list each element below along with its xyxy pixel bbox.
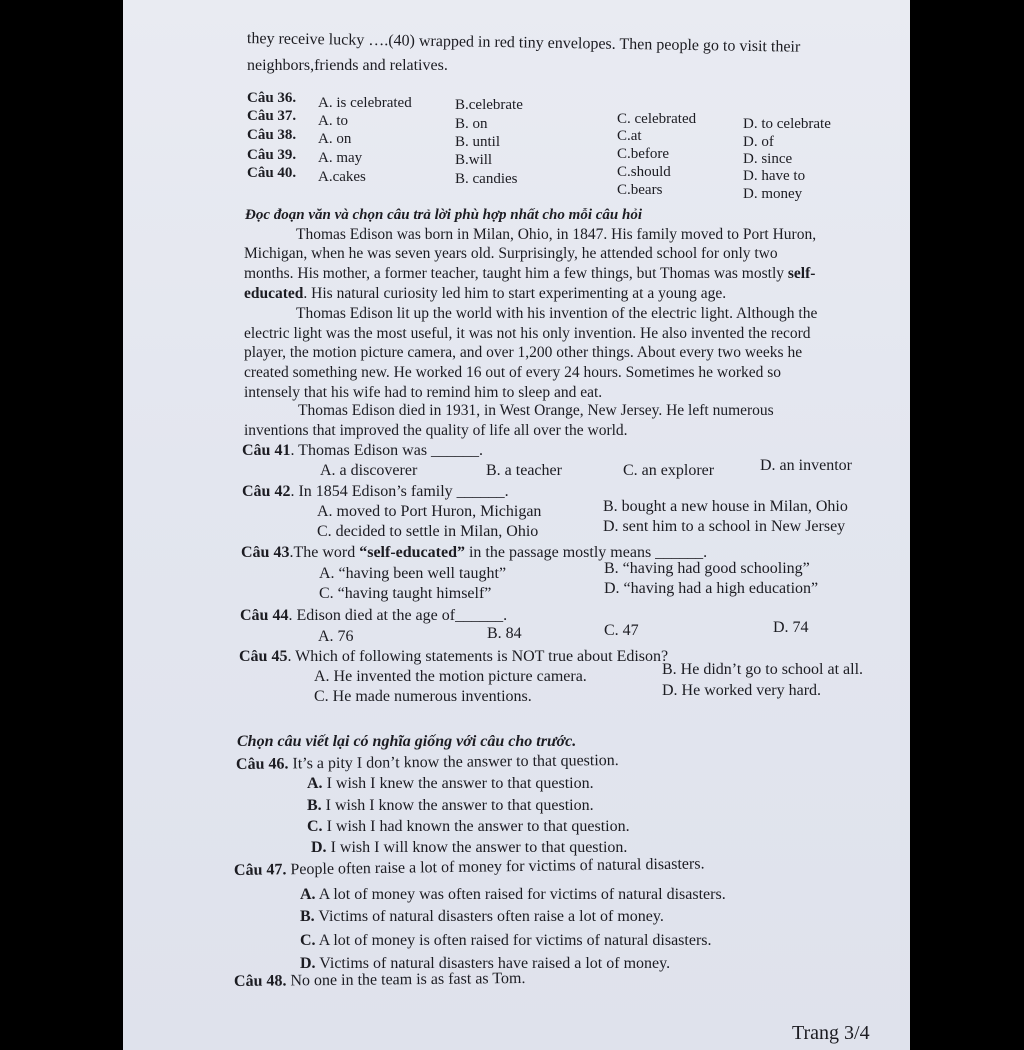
passage-line-9: intensely that his wife had to remind him to sleep and eat.	[244, 384, 603, 401]
q47-label: Câu 47.	[233, 861, 287, 879]
q45-text: . Which of following statements is NOT true about Edison?	[287, 648, 669, 665]
q43-word: “self-educated”	[359, 544, 465, 561]
cloze-q37-c: C.at	[617, 128, 642, 144]
q46-label: Câu 46.	[235, 755, 289, 773]
cloze-q40-d: D. money	[743, 186, 803, 202]
q45-label: Câu 45	[239, 648, 288, 665]
q46-option-b-text: I wish I know the answer to that question.	[325, 797, 594, 814]
passage-line-3-text: months. His mother, a former teacher, taught him a few things, but Thomas was mostly	[244, 265, 788, 282]
q46-option-a-text: I wish I knew the answer to that question.	[326, 775, 594, 792]
q45-option-a: A. He invented the motion picture camera.	[314, 668, 587, 685]
page-number: Trang 3/4	[792, 1022, 870, 1044]
passage-line-4-text: . His natural curiosity led him to start experimenting at a young age.	[303, 285, 727, 302]
q41-label: Câu 41	[242, 442, 291, 459]
q47-option-c-text: A lot of money is often raised for victims of natural disasters.	[318, 932, 712, 949]
q46-option-d	[311, 839, 627, 857]
q41-option-d: D. an inventor	[760, 457, 852, 474]
cloze-q36-d: D. to celebrate	[743, 116, 831, 132]
q46-option-b-key: B.	[307, 797, 322, 814]
q44-option-d: D. 74	[773, 619, 809, 636]
q44-option-b: B. 84	[487, 625, 522, 642]
q46-option-c-key: C.	[307, 818, 323, 835]
q47-option-c	[300, 932, 712, 950]
q42-option-a: A. moved to Port Huron, Michigan	[317, 503, 542, 520]
passage-line-10: Thomas Edison died in 1931, in West Orange, New Jersey. He left numerous	[298, 402, 774, 419]
cloze-q36-a: A. is celebrated	[318, 95, 412, 111]
passage-line-1: Thomas Edison was born in Milan, Ohio, in 1847. His family moved to Port Huron,	[296, 226, 817, 243]
q47-option-b-key: B.	[300, 908, 315, 925]
cloze-q39-a: A. may	[318, 150, 363, 166]
passage-line-6: electric light was the most useful, it was not his only invention. He also invented the record	[244, 325, 811, 342]
cloze-q39-d: D. have to	[743, 168, 806, 184]
q45-option-c: C. He made numerous inventions.	[314, 688, 532, 705]
q44-question	[240, 607, 507, 625]
passage-line-2: Michigan, when he was seven years old. Surprisingly, he attended school for only two	[244, 245, 778, 262]
q47-option-b-text: Victims of natural disasters often raise a lot of money.	[318, 908, 664, 925]
q41-option-c: C. an explorer	[623, 462, 715, 479]
passage-line-8: created something new. He worked 16 out of every 24 hours. Sometimes he worked so	[244, 364, 782, 381]
cloze-q39-num: Câu 39.	[247, 147, 297, 163]
q43-option-c: C. “having taught himself”	[319, 585, 492, 602]
cloze-q39-b: B.will	[455, 152, 493, 168]
q41-option-a: A. a discoverer	[320, 462, 418, 479]
q46-option-b	[307, 797, 594, 815]
q44-label: Câu 44	[240, 607, 289, 624]
q47-text: People often raise a lot of money for victims of natural disasters.	[290, 855, 705, 879]
intro-line-2: neighbors,friends and relatives.	[247, 57, 448, 74]
cloze-q37-d: D. of	[743, 134, 774, 150]
q43-option-b: B. “having had good schooling”	[604, 560, 810, 577]
cloze-q38-b: B. until	[455, 134, 501, 150]
q42-option-b: B. bought a new house in Milan, Ohio	[603, 498, 848, 515]
cloze-q37-num: Câu 37.	[247, 108, 297, 124]
cloze-q40-a: A.cakes	[318, 169, 366, 185]
q47-option-a	[300, 886, 726, 904]
cloze-q40-b: B. candies	[455, 171, 518, 187]
q43-option-d: D. “having had a high education”	[604, 580, 819, 597]
q41-question	[242, 442, 483, 460]
q47-question	[234, 855, 705, 880]
passage-line-5: Thomas Edison lit up the world with his invention of the electric light. Although the	[296, 305, 818, 322]
cloze-q38-num: Câu 38.	[247, 127, 297, 143]
q44-text: . Edison died at the age of______.	[288, 607, 508, 624]
q46-option-d-key: D.	[311, 839, 327, 856]
cloze-q38-a: A. on	[318, 131, 352, 147]
q46-option-c-text: I wish I had known the answer to that question.	[326, 818, 630, 835]
q47-option-c-key: C.	[300, 932, 316, 949]
passage-line-4	[244, 284, 726, 303]
q46-option-a-key: A.	[307, 775, 323, 792]
q43-label: Câu 43	[241, 544, 290, 561]
q46-option-a	[307, 775, 594, 793]
q45-option-d: D. He worked very hard.	[662, 682, 822, 699]
intro-line-1: they receive lucky ….(40) wrapped in red tiny envelopes. Then people go to visit their	[246, 30, 801, 56]
cloze-q38-c: C.before	[617, 146, 670, 162]
q47-option-a-text: A lot of money was often raised for victims of natural disasters.	[318, 886, 726, 903]
passage-line-3	[244, 264, 815, 283]
q45-question	[239, 648, 668, 666]
q46-text: It’s a pity I don’t know the answer to that question.	[292, 751, 619, 773]
cloze-q37-b: B. on	[455, 116, 488, 132]
cloze-q40-num: Câu 40.	[247, 165, 297, 181]
cloze-q36-num: Câu 36.	[247, 90, 297, 106]
cloze-q37-a: A. to	[318, 113, 348, 129]
q47-option-b	[300, 908, 664, 926]
q42-text: . In 1854 Edison’s family ______.	[290, 483, 509, 500]
q45-option-b: B. He didn’t go to school at all.	[662, 661, 864, 678]
q42-option-c: C. decided to settle in Milan, Ohio	[317, 523, 539, 540]
q44-option-c: C. 47	[604, 622, 639, 639]
q42-option-d: D. sent him to a school in New Jersey	[603, 518, 846, 535]
q42-label: Câu 42	[242, 483, 291, 500]
q46-option-c	[307, 818, 630, 836]
q48-question	[234, 970, 526, 991]
q43-text-pre: .The word	[289, 544, 360, 561]
q47-option-d-text: Victims of natural disasters have raised a lot of money.	[319, 955, 671, 972]
q43-option-a: A. “having been well taught”	[319, 565, 507, 582]
passage-line-11: inventions that improved the quality of life all over the world.	[244, 422, 628, 439]
cloze-q39-c: C.should	[617, 164, 671, 180]
q44-option-a: A. 76	[318, 628, 354, 645]
cloze-q40-c: C.bears	[617, 182, 663, 198]
q46-option-d-text: I wish I will know the answer to that question.	[330, 839, 628, 856]
q47-option-d-key: D.	[300, 955, 316, 972]
q48-text: No one in the team is as fast as Tom.	[290, 969, 526, 990]
q41-text: . Thomas Edison was ______.	[290, 442, 484, 459]
rewrite-heading: Chọn câu viết lại có nghĩa giống với câu cho trước.	[237, 733, 577, 750]
q41-option-b: B. a teacher	[486, 462, 562, 479]
q48-label: Câu 48.	[233, 972, 287, 990]
cloze-q38-d: D. since	[743, 151, 793, 167]
passage-educated-word: educated	[244, 285, 304, 302]
exam-page	[123, 0, 910, 1050]
cloze-q36-c: C. celebrated	[617, 111, 697, 127]
reading-heading: Đọc đoạn văn và chọn câu trả lời phù hợp nhất cho mỗi câu hỏi	[245, 207, 642, 223]
q42-question	[242, 483, 509, 501]
q46-question	[236, 752, 619, 774]
passage-line-7: player, the motion picture camera, and over 1,200 other things. About every two weeks he	[244, 344, 803, 361]
cloze-q36-b: B.celebrate	[455, 97, 523, 113]
q47-option-a-key: A.	[300, 886, 316, 903]
passage-self-word: self-	[787, 265, 816, 282]
q43-text-post: in the passage mostly means ______.	[464, 544, 708, 561]
